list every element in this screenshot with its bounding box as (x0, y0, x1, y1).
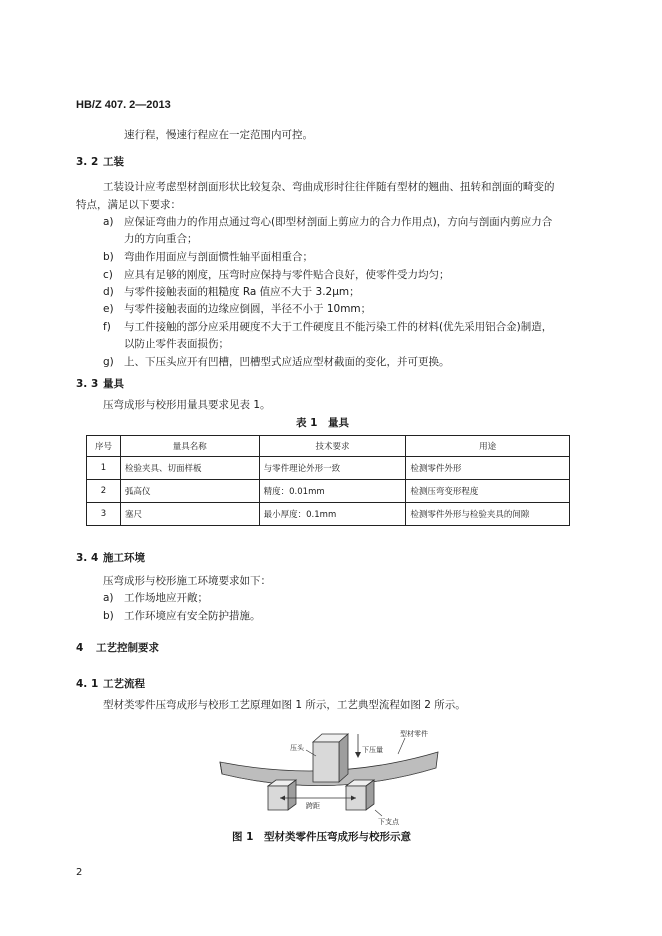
table-header-cell: 量具名称 (120, 436, 259, 457)
paragraph-line: 工装设计应考虑型材剖面形状比较复杂、弯曲成形时往往伴随有型材的翘曲、扭转和剖面的畸变的 (103, 181, 555, 193)
punch-label: 压头 (290, 744, 304, 752)
table-cell: 精度：0.01mm (259, 480, 406, 503)
section-3-4-title: 施工环境 (103, 552, 145, 564)
span-label: 跨距 (306, 802, 320, 810)
table-row (87, 480, 570, 503)
table-row (87, 457, 570, 480)
page-number: 2 (76, 867, 83, 878)
table-cell: 3 (87, 503, 121, 526)
continuation-line: 速行程，慢速行程应在一定范围内可控。 (124, 129, 313, 141)
list-item-mark: a) (103, 216, 114, 228)
press-amount-arrowhead (355, 752, 361, 758)
table-header-cell: 技术要求 (259, 436, 406, 457)
figure-caption: 图 1 型材类零件压弯成形与校形示意 (232, 831, 411, 843)
tools-table (86, 435, 570, 526)
list-item-text: 以防止零件表面损伤； (124, 338, 229, 350)
paragraph-line: 压弯成形与校形施工环境要求如下： (103, 575, 271, 587)
table-header-cell: 用途 (406, 436, 570, 457)
support-leader-line (375, 810, 382, 816)
table-header-cell: 序号 (87, 436, 121, 457)
list-item-text: 工作场地应开敞； (124, 592, 208, 604)
section-3-3-number: 3. 3 (76, 378, 99, 390)
table-cell: 检验夹具、切面样板 (120, 457, 259, 480)
punch-front (313, 742, 339, 782)
list-item-text: 力的方向重合； (124, 233, 198, 245)
bending-diagram (210, 722, 450, 828)
table-cell: 检测零件外形 (406, 457, 570, 480)
list-item-mark: g) (103, 356, 114, 368)
list-item-text: 工作环境应有安全防护措施。 (124, 610, 261, 622)
list-item-text: 弯曲作用面应与剖面惯性轴平面相重合； (124, 251, 313, 263)
list-item-mark: d) (103, 286, 114, 298)
list-item-text: 应保证弯曲力的作用点通过弯心(即型材剖面上剪应力的合力作用点)，方向与剖面内剪应力合 (124, 216, 553, 228)
list-item-mark: c) (103, 269, 113, 281)
document-number: HB/Z 407. 2—2013 (76, 99, 171, 111)
list-item-text: 上、下压头应开有凹槽，凹槽型式应适应型材截面的变化，并可更换。 (124, 356, 450, 368)
part-leader-line (398, 738, 405, 754)
table-caption: 表 1 量具 (296, 417, 349, 429)
section-3-4-number: 3. 4 (76, 552, 99, 564)
paragraph-line: 型材类零件压弯成形与校形工艺原理如图 1 所示，工艺典型流程如图 2 所示。 (103, 699, 466, 711)
list-item-text: 与零件接触表面的粗糙度 Ra 值应不大于 3.2μm； (124, 286, 360, 298)
paragraph-line: 特点，满足以下要求： (76, 199, 181, 211)
table-cell: 与零件理论外形一致 (259, 457, 406, 480)
table-cell: 最小厚度：0.1mm (259, 503, 406, 526)
list-item-text: 应具有足够的刚度，压弯时应保持与零件贴合良好，使零件受力均匀； (124, 269, 450, 281)
list-item-mark: b) (103, 610, 114, 622)
table-cell: 检测压弯变形程度 (406, 480, 570, 503)
section-4-title: 工艺控制要求 (96, 642, 159, 654)
table-row (87, 503, 570, 526)
table-cell: 弧高仪 (120, 480, 259, 503)
table-cell: 检测零件外形与检验夹具的间隙 (406, 503, 570, 526)
table-cell: 塞尺 (120, 503, 259, 526)
section-3-2-title: 工装 (103, 156, 124, 168)
part-label: 型材零件 (400, 730, 428, 738)
section-4-1-title: 工艺流程 (103, 678, 145, 690)
section-4-number: 4 (76, 642, 84, 654)
list-item-text: 与工件接触的部分应采用硬度不大于工件硬度且不能污染工件的材料(优先采用铝合金)制造， (124, 321, 553, 333)
section-3-3-title: 量具 (103, 378, 124, 390)
support-label: 下支点 (378, 818, 399, 826)
list-item-mark: b) (103, 251, 114, 263)
press-amount-label: 下压量 (362, 746, 383, 754)
table-cell: 2 (87, 480, 121, 503)
table-cell: 1 (87, 457, 121, 480)
list-item-mark: f) (103, 321, 111, 333)
punch-side (339, 734, 348, 782)
table-header-row (87, 436, 570, 457)
list-item-mark: e) (103, 303, 114, 315)
section-3-2-number: 3. 2 (76, 156, 99, 168)
section-4-1-number: 4. 1 (76, 678, 99, 690)
list-item-text: 与零件接触表面的边缘应倒圆，半径不小于 10mm； (124, 303, 372, 315)
paragraph-line: 压弯成形与校形用量具要求见表 1。 (103, 399, 271, 411)
list-item-mark: a) (103, 592, 114, 604)
